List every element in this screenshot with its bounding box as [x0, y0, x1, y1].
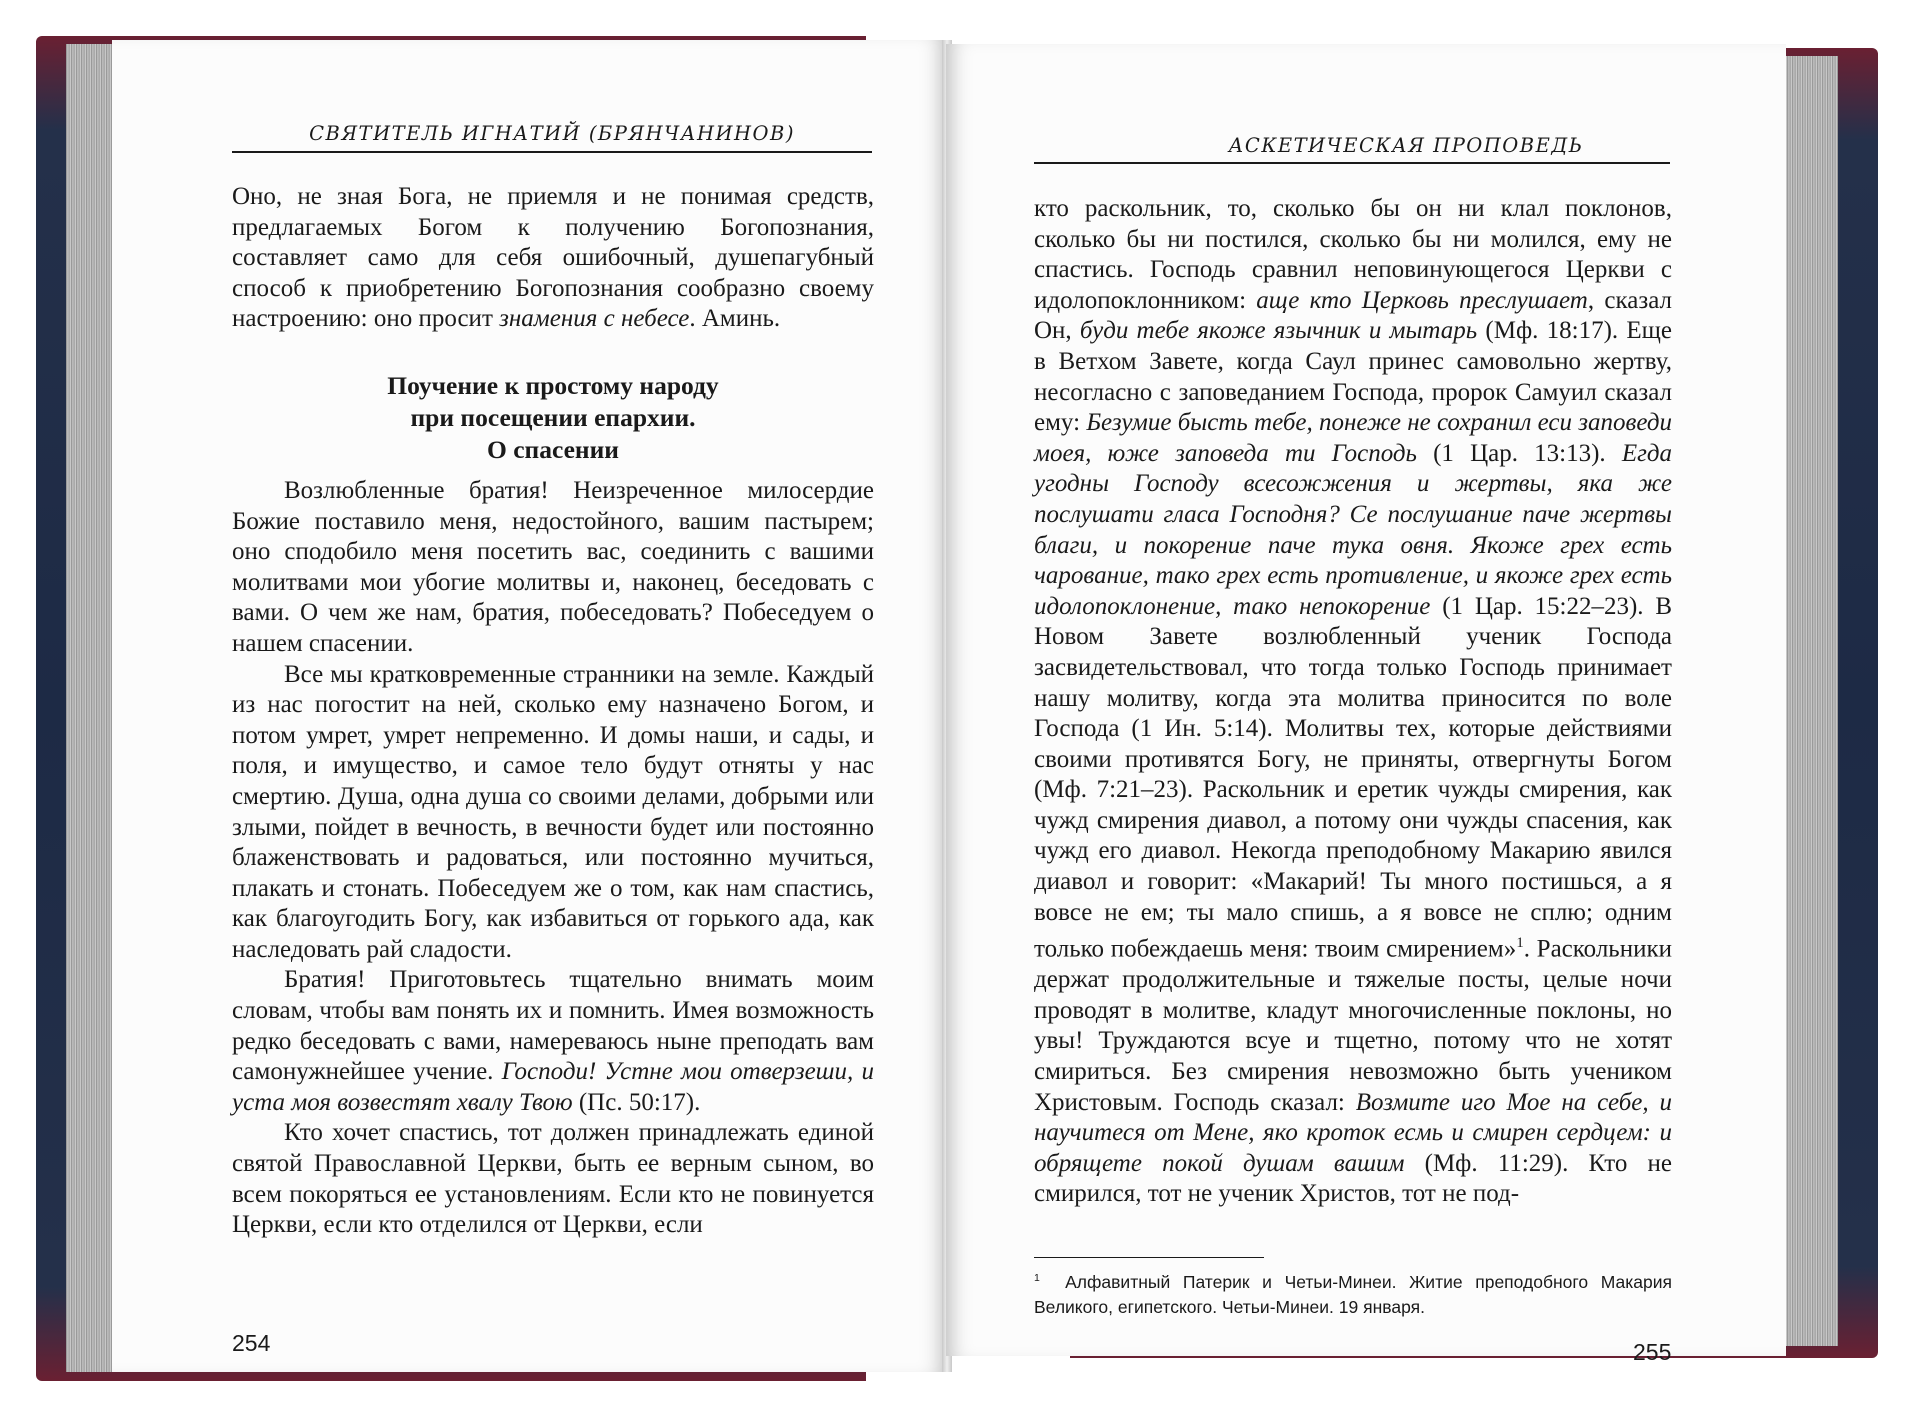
page-number-right: 255 [1633, 1339, 1672, 1365]
italic-run: Господи! Устне мои отверзеши, и уста моя возвестят хвалу Твою [232, 1058, 874, 1116]
sermon-title [232, 370, 874, 466]
italic-run: знамения с небесе [499, 305, 690, 333]
running-header-right: АСКЕТИЧЕСКАЯ ПРОПОВЕДЬ [1228, 134, 1584, 157]
paragraph: Все мы кратковременные странники на земле. Каждый из нас погостит на ней, сколько ему назначено Богом, и потом умрет, умрет непременно. И домы наши, и сады, и поля, и имущество, и самое тело будут отняты у нас смертию. Душа, одна душа со своими делами, добрыми или злыми, пойдет в вечность, в вечности будет или постоянно блаженствовать и радоваться, или постоянно мучиться, плакать и стонать. Побеседуем же о том, как нам спастись, как благоугодить Богу, как избавиться от горького ада, как наследовать рай сладости. [232, 660, 874, 963]
left-page-text [232, 182, 874, 1241]
footnote-rule [1034, 1257, 1264, 1258]
footnote-mark: 1 [1034, 1272, 1040, 1284]
text-run: (Мф. 11:29). Кто не смирился, тот не ученик Христов, тот не под- [1034, 1149, 1673, 1208]
footnote-text: Алфавитный Патерик и Четьи-Минеи. Житие преподобного Макария Великого, египетского. Четьи-Минеи. 19 января. [1034, 1271, 1672, 1317]
footnote-ref: 1 [1516, 935, 1524, 952]
paragraph: Кто хочет спастись, тот должен принадлежать единой святой Православной Церкви, быть ее верным сыном, во всем покоряться ее установлениям. Если кто не повинуется Церкви, если кто отделился от Церкви, если [232, 1119, 874, 1239]
text-run: , сказал Он, [1034, 286, 1672, 345]
italic-run: буди тебе якоже язычник и мытарь [1079, 317, 1478, 345]
page-number-left: 254 [232, 1330, 271, 1356]
text-run: Оно, не зная Бога, не приемля и не понимая средств, предлагаемых Богом к получению Богопознания, составляет само для себя ошибочный, душепагубный способ к приобретению Богопознания сообразно своему настроению: оно просит [232, 183, 874, 333]
text-run: (1 Цар. 13:13). [1416, 439, 1622, 467]
text-run: . Раскольники держат продолжительные и тяжелые посты, целые ночи проводят в молитве, кладут многочисленные поклоны, но увы! Труждаются всуе и тщетно, потому что не хотят смириться. Без смирения невозможно быть учеником Христовым. Господь сказал: [1034, 935, 1672, 1116]
footnote [1034, 1266, 1672, 1320]
italic-run: Егда угодны Господу всесожжения и жертвы, яка же послушати гласа Господня? Се послушание паче жертвы благи, и покорение паче тука овня. Якоже грех есть чарование, тако грех есть противление, и якоже грех есть идолопоклонение, тако непокорение [1034, 439, 1672, 620]
right-page [946, 44, 1786, 1365]
right-page-text [1034, 194, 1672, 1210]
text-run: Братия! Приготовьтесь тщательно внимать моим словам, чтобы вам понять их и помнить. Имея возможность редко беседовать с вами, намереваюсь ныне преподать вам самонужнейшее учение. [232, 966, 874, 1086]
left-page [112, 40, 946, 1372]
text-run: (Мф. 18:17). Еще в Ветхом Завете, когда Саул принес самовольно жертву, несогласно с заповеданием Господа, пророк Самуил сказал ему: [1034, 317, 1672, 437]
text-run: (Пс. 50:17). [572, 1088, 701, 1116]
italic-run: Возмите иго Мое на себе, и научитеся от Мене, яко кроток есмь и смирен сердцем: и обрящете покой душам вашим [1034, 1088, 1673, 1177]
paragraph: Возлюбленные братия! Неизреченное милосердие Божие поставило меня, недостойного, вашим пастырем; оно сподобило меня посетить вас, соединить с вашими молитвами мои убогие молитвы и, наконец, беседовать с вами. О чем же нам, братия, побеседовать? Побеседуем о нашем спасении. [232, 476, 874, 657]
page-edges-right [1782, 56, 1838, 1346]
title-line: при посещении епархии. [410, 402, 696, 432]
paragraph [1034, 194, 1672, 1210]
paragraph [232, 182, 874, 335]
header-rule-left [232, 151, 872, 153]
text-run: кто раскольник, то, сколько бы он ни клал поклонов, сколько бы ни постился, сколько бы ни молился, ему не спастись. Господь сравнил неповинующегося Церкви с идолопоклонником: [1034, 195, 1672, 314]
italic-run: аще кто Церковь преслушает [1256, 286, 1588, 314]
header-rule-right [1034, 162, 1670, 164]
text-run: (1 Цар. 15:22–23). В Новом Завете возлюбленный ученик Господа засвидетельствовал, что тогда только Господь принимает нашу молитву, когда эта молитва приносится по воле Господа (1 Ин. 5:14). Молитвы тех, которые действиями своими противятся Богу, не приняты, отвергнуты Богом (Мф. 7:21–23). Раскольник и еретик чужды смирения, как чужд смирения диавол, а потому они чужды спасения, как чужд его диавол. Некогда преподобному Макарию явился диавол и говорит: «Макарий! Ты много постишься, а я вовсе не ем; ты мало спишь, а я вовсе не сплю; одним только побеждаешь меня: твоим смирением» [1034, 592, 1672, 963]
text-run: . Аминь. [689, 305, 781, 333]
italic-run: Безумие бысть тебе, понеже не сохранил еси заповеди моея, юже заповеда ти Господь [1034, 409, 1672, 467]
title-line: О спасении [487, 434, 619, 464]
running-header-left: СВЯТИТЕЛЬ ИГНАТИЙ (БРЯНЧАНИНОВ) [309, 122, 795, 145]
paragraph [232, 965, 874, 1118]
title-line: Поучение к простому народу [387, 370, 719, 400]
